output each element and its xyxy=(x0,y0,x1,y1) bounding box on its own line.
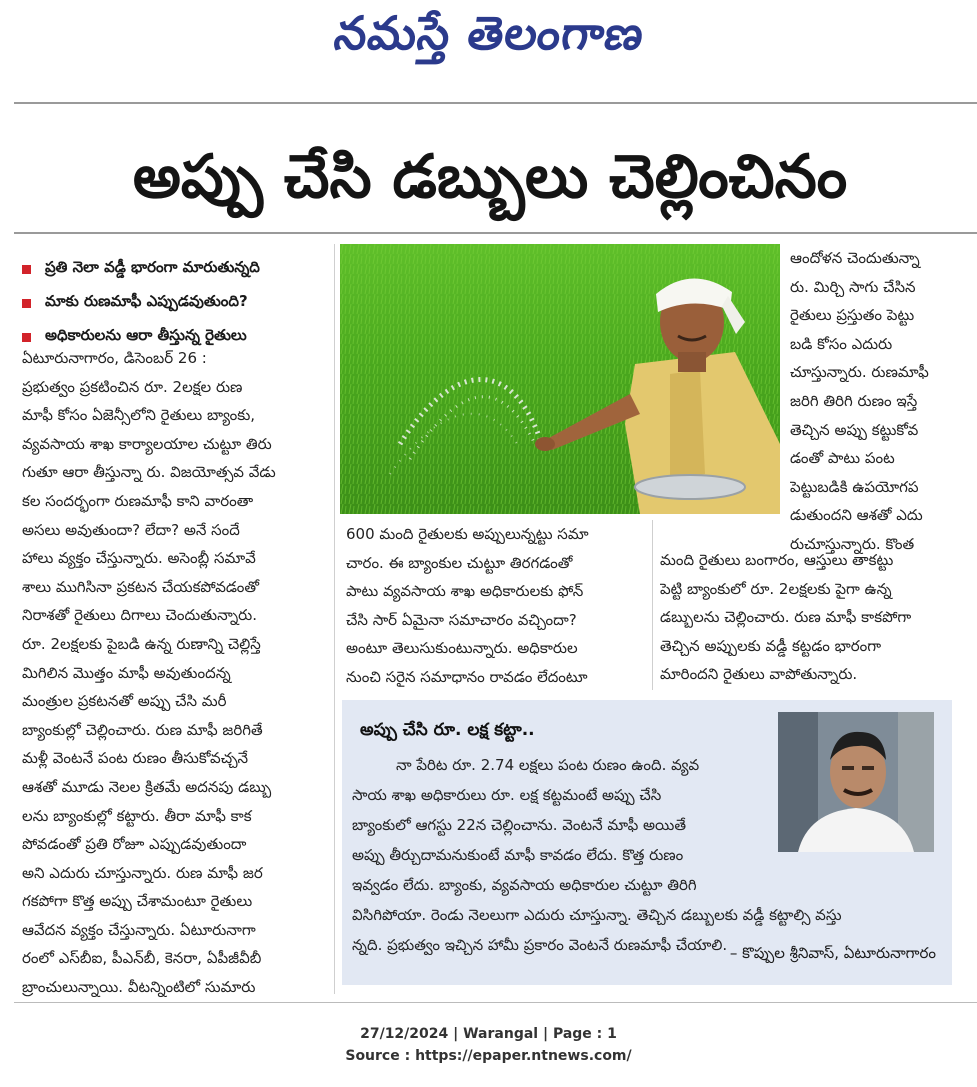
text-line: న్నది. ప్రభుత్వం ఇచ్చిన హామీ ప్రకారం వెంటనే రుణమాఫీ చేయాలి. xyxy=(352,936,728,954)
quote-box xyxy=(342,700,952,985)
article-column-3-top xyxy=(790,244,960,559)
bullet-marker-icon xyxy=(22,265,31,274)
text-line: రూ. 2లక్షలకు పైబడి ఉన్న రుణాన్ని చెల్లిస్తే xyxy=(22,634,261,653)
bullet-list xyxy=(22,252,332,354)
article-column-2 xyxy=(346,520,646,692)
column-divider xyxy=(652,520,653,690)
text-line: బ్యాంకుల్లో చెల్లించారు. రుణ మాఫీ జరిగితే xyxy=(22,720,263,739)
text-line: సాయ శాఖ అధికారులు రూ. లక్ష కట్టమంటే అప్పు చేసి xyxy=(352,786,662,804)
text-line: బడి కోసం ఎదురు xyxy=(790,334,893,353)
text-line: డంతో పాటు పంట xyxy=(790,449,895,468)
text-line: మంత్రుల ప్రకటనతో అప్పు చేసి మరీ xyxy=(22,692,227,711)
footer-source: Source : https://epaper.ntnews.com/ xyxy=(345,1048,632,1064)
column-divider xyxy=(334,244,335,994)
text-line: బ్యాంకులో ఆగస్టు 22న చెల్లించాను. వెంటనే మాఫీ అయితే xyxy=(352,816,687,834)
text-line: ప్రభుత్వం ప్రకటించిన రూ. 2లక్షల రుణ xyxy=(22,377,243,396)
text-line: తెచ్చిన అప్పులకు వడ్డీ కట్టడం భారంగా xyxy=(660,636,882,655)
text-line: చారం. ఈ బ్యాంకుల చుట్టూ తిరగడంతో xyxy=(346,553,573,572)
bullet-item: అధికారులను ఆరా తీస్తున్న రైతులు xyxy=(22,320,332,354)
footer-edition: 27/12/2024 | Warangal | Page : 1 xyxy=(360,1026,617,1042)
masthead-logo: నమస్తే తెలంగాణ xyxy=(330,6,648,60)
text-line: ఆశతో మూడు నెలల క్రితమే అదనపు డబ్బు xyxy=(22,777,272,796)
text-line: అప్పు తీర్చుదామనుకుంటే మాఫీ కావడం లేదు. కొత్త రుణం xyxy=(352,846,684,864)
text-line: పోవడంతో ప్రతి రోజూ ఎప్పుడవుతుందా xyxy=(22,835,247,854)
text-line: మిగిలిన మొత్తం మాఫీ అవుతుందన్న xyxy=(22,663,231,682)
text-line: చేసి సార్ ఏమైనా సమాచారం వచ్చిందా? xyxy=(346,610,577,629)
text-line: మంది రైతులు బంగారం, ఆస్తులు తాకట్టు xyxy=(660,551,894,569)
text-line: గుతూ ఆరా తీస్తున్నా రు. విజయోత్సవ వేడు xyxy=(22,463,276,482)
farmer-sowing-illustration xyxy=(340,244,780,514)
farmer-field-photo xyxy=(340,244,780,514)
text-line: మళ్లీ వెంటనే పంట రుణం తీసుకోవచ్చనే xyxy=(22,749,249,768)
article-column-3-bottom xyxy=(660,546,960,689)
text-line: ఆవేదన వ్యక్తం చేస్తున్నారు. ఏటూరునాగా xyxy=(22,920,256,939)
text-line: తెచ్చిన అప్పు కట్టుకోవ xyxy=(790,420,919,439)
text-line: రు. మిర్చి సాగు చేసిన xyxy=(790,277,916,296)
text-line: రంలో ఎస్‌బీఐ, పీఎన్‌బీ, కెనరా, ఏపీజీవీబీ xyxy=(22,949,262,968)
text-line: రైతులు ప్రస్తుతం పెట్టు xyxy=(790,306,915,325)
bullet-marker-icon xyxy=(22,299,31,308)
text-line: అని ఎదురు చూస్తున్నారు. రుణ మాఫీ జర xyxy=(22,863,263,882)
text-line: హాలు వ్యక్తం చేస్తున్నారు. అసెంబ్లీ సమావే xyxy=(22,549,256,568)
quote-text xyxy=(352,750,942,960)
bullet-item: మాకు రుణమాఫీ ఎప్పుడవుతుంది? xyxy=(22,286,332,320)
text-line: వ్యవసాయ శాఖ కార్యాలయాల చుట్టూ తిరు xyxy=(22,434,272,453)
text-line: కల సందర్భంగా రుణమాఫీ కాని వారంతా xyxy=(22,491,254,510)
article-column-1 xyxy=(22,344,328,1002)
text-line: అసలు అవుతుందా? లేదా? అనే సందే xyxy=(22,520,240,539)
text-line: నుంచి సరైన సమాధానం రావడం లేదంటూ xyxy=(346,667,588,686)
text-line: నా పేరిట రూ. 2.74 లక్షలు పంట రుణం ఉంది. వ్యవ xyxy=(396,756,700,774)
text-line: పెట్టి బ్యాంకులో రూ. 2లక్షలకు పైగా ఉన్న xyxy=(660,579,892,598)
text-line: శాలు ముగిసినా ప్రకటన చేయకపోవడంతో xyxy=(22,577,259,596)
text-line: ఏటూరునాగారం, డిసెంబర్ 26 : xyxy=(22,349,207,367)
footer-divider xyxy=(14,1002,977,1003)
text-line: రుచూస్తున్నారు. కొంత xyxy=(790,534,915,553)
text-line: లను బ్యాంకుల్లో కట్టారు. తీరా మాఫీ కాక xyxy=(22,806,252,825)
text-line: అంటూ తెలుసుకుంటున్నారు. అధికారుల xyxy=(346,639,578,658)
masthead xyxy=(0,0,977,100)
bullet-item: ప్రతి నెలా వడ్డీ భారంగా మారుతున్నది xyxy=(22,252,332,286)
text-line: పెట్టుబడికి ఉపయోగప xyxy=(790,477,919,496)
text-line: విసిగిపోయా. రెండు నెలలుగా ఎదురు చూస్తున్నా. తెచ్చిన డబ్బులకు వడ్డీ కట్టాల్సి వస్తు xyxy=(352,906,842,924)
headline: అప్పు చేసి డబ్బులు చెల్లించినం xyxy=(132,142,848,212)
text-line: బ్రాంచులున్నాయి. వీటన్నింటిలో సుమారు xyxy=(22,978,256,997)
text-line: ఇవ్వడం లేదు. బ్యాంకు, వ్యవసాయ అధికారుల చుట్టూ తిరిగి xyxy=(352,876,697,894)
bullet-marker-icon xyxy=(22,333,31,342)
text-line: డుతుందని ఆశతో ఎదు xyxy=(790,506,923,525)
text-line: మారిందని రైతులు వాపోతున్నారు. xyxy=(660,665,858,684)
headline-divider xyxy=(14,232,977,234)
text-line: డబ్బులను చెల్లించారు. రుణ మాఫీ కాకపోగా xyxy=(660,608,912,627)
masthead-divider xyxy=(14,102,977,104)
quote-box-title: అప్పు చేసి రూ. లక్ష కట్టా.. xyxy=(360,720,535,740)
text-line: జరిగి తిరిగి రుణం ఇస్తే xyxy=(790,391,918,410)
text-line: పాటు వ్యవసాయ శాఖ అధికారులకు ఫోన్ xyxy=(346,582,584,601)
text-line: నిరాశతో రైతులు దిగాలు చెందుతున్నారు. xyxy=(22,606,258,625)
text-line: ఆందోళన చెందుతున్నా xyxy=(790,249,920,267)
quote-signature: – కొప్పుల శ్రీనివాస్, ఏటూరునాగారం xyxy=(729,944,936,962)
text-line: మాఫీ కోసం ఏజెన్సీలోని రైతులు బ్యాంకు, xyxy=(22,406,256,425)
text-line: చూస్తున్నారు. రుణమాఫీ xyxy=(790,363,929,382)
text-line: 600 మంది రైతులకు అప్పులున్నట్టు సమా xyxy=(346,525,589,543)
text-line: గకపోగా కొత్త అప్పు చేశామంటూ రైతులు xyxy=(22,892,253,911)
